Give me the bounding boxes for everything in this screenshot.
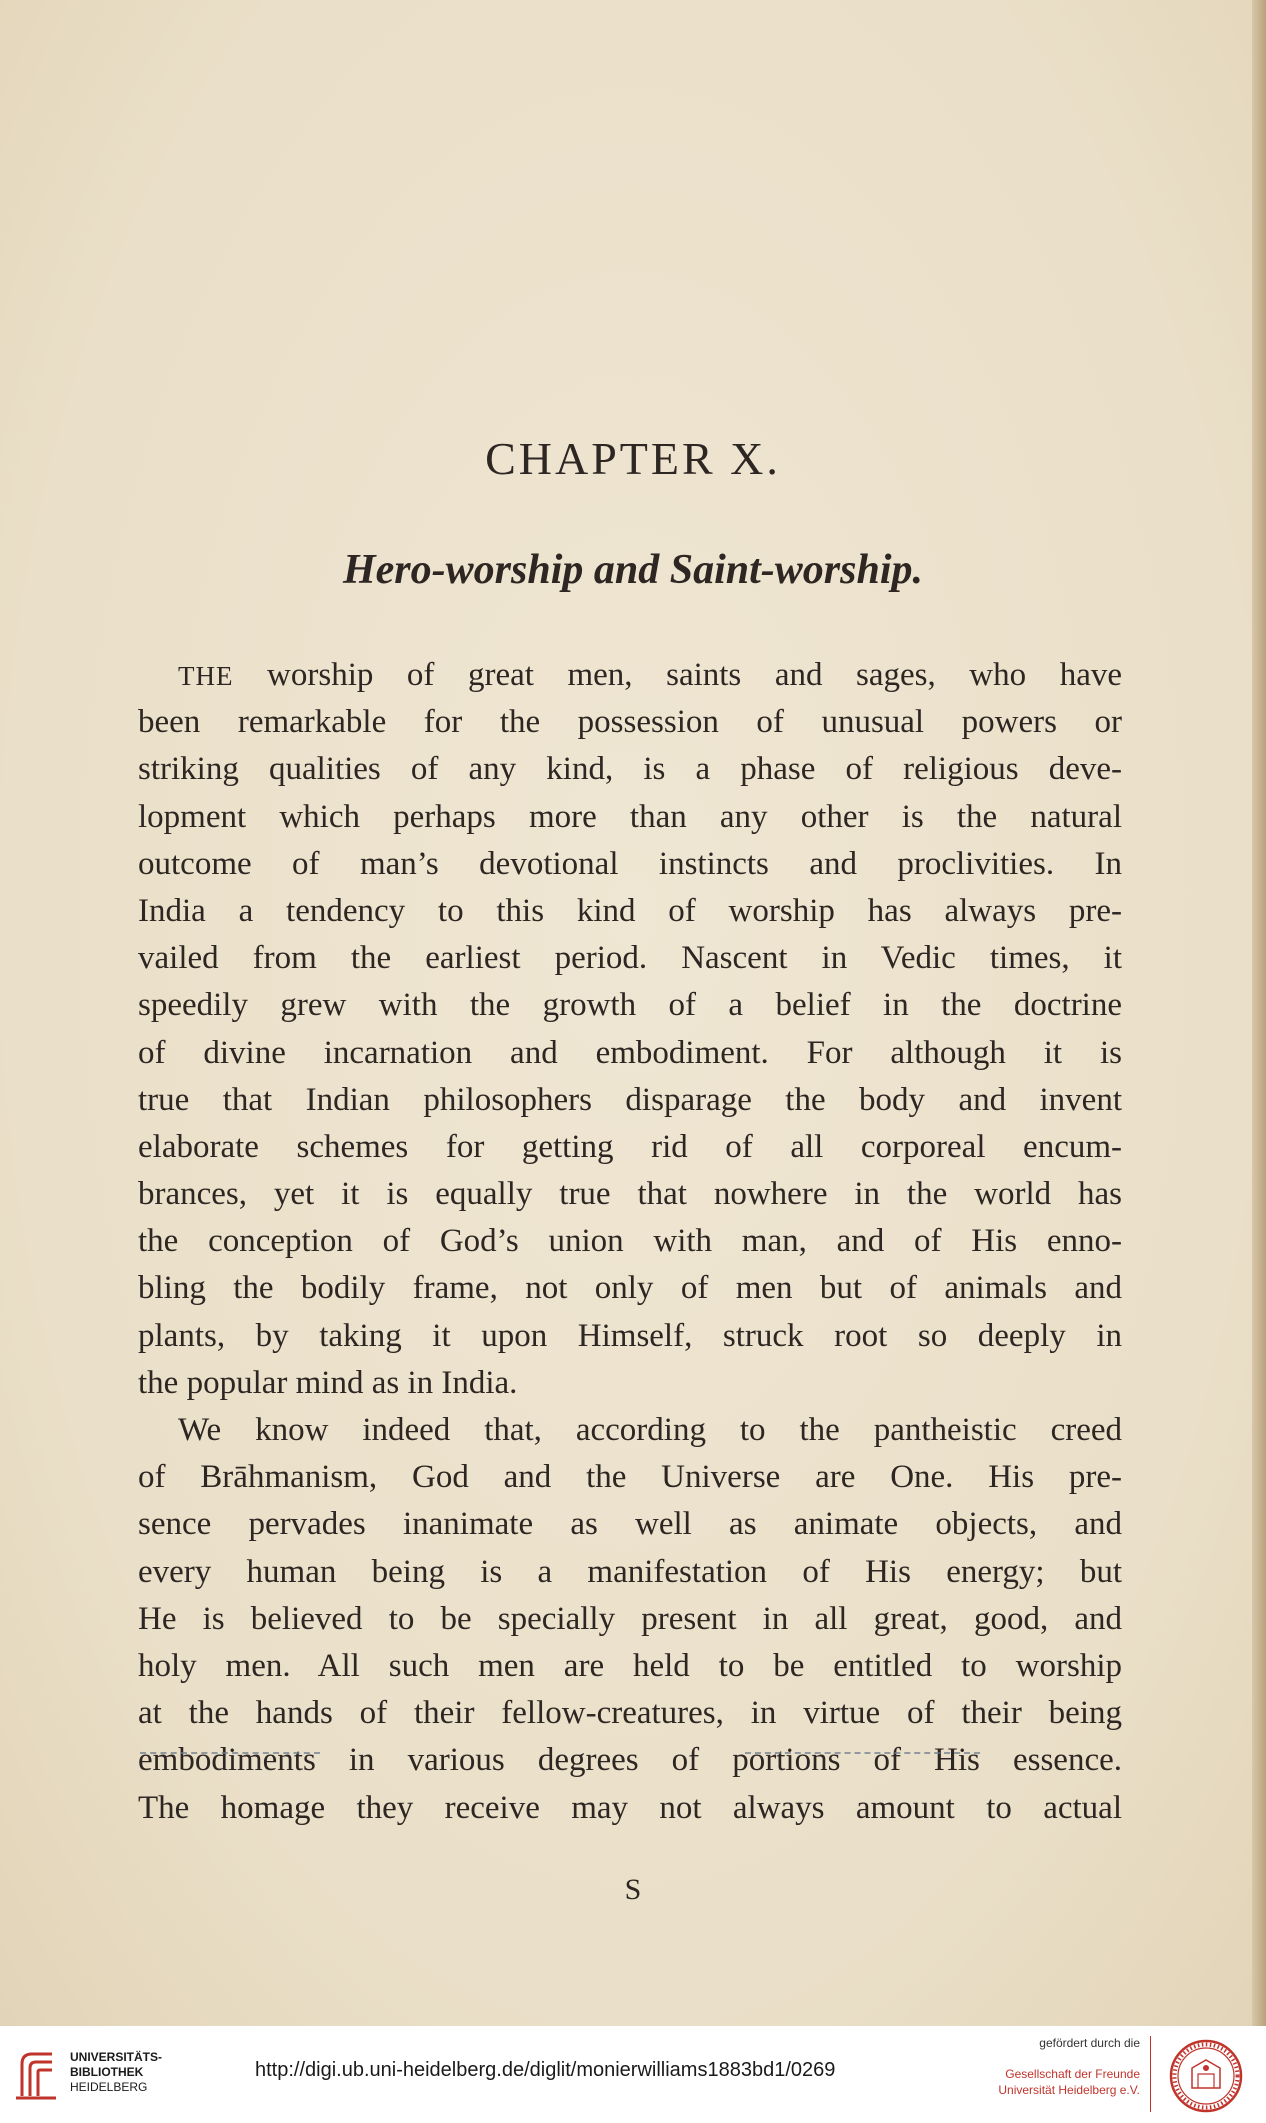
text-line: India a tendency to this kind of worship has always pre- (138, 892, 1122, 929)
text-line: of divine incarnation and embodiment. For although it is (138, 1034, 1122, 1071)
permalink-url[interactable]: http://digi.ub.uni-heidelberg.de/diglit/monierwilliams1883bd1/0269 (255, 2059, 836, 2081)
funder-credit: gefördert durch die Gesellschaft der Freunde Universität Heidelberg e.V. (998, 2036, 1140, 2097)
text-line: the conception of God’s union with man, and of His enno- (138, 1223, 1122, 1260)
text-line: plants, by taking it upon Himself, struck root so deeply in (138, 1317, 1122, 1354)
page-spine-shadow (1252, 0, 1266, 2026)
text-line: striking qualities of any kind, is a phase of religious deve- (138, 751, 1122, 788)
text-line: brances, yet it is equally true that nowhere in the world has (138, 1176, 1122, 1213)
text-line: vailed from the earliest period. Nascent in Vedic times, it (138, 940, 1122, 977)
drop-word: THE (178, 661, 234, 691)
body-text (138, 652, 1122, 1832)
text-line: He is believed to be specially present in all great, good, and (138, 1600, 1122, 1637)
ub-heidelberg-logo-icon (12, 2046, 60, 2104)
text-line: true that Indian philosophers disparage the body and invent (138, 1081, 1122, 1118)
university-seal-icon (1168, 2038, 1244, 2114)
text-line: The homage they receive may not always amount to actual (138, 1789, 1122, 1826)
text-line: holy men. All such men are held to be entitled to worship (138, 1647, 1122, 1684)
chapter-heading: CHAPTER X. (485, 433, 781, 484)
text-line: of Brāhmanism, God and the Universe are One. His pre- (138, 1459, 1122, 1496)
text-line: outcome of man’s devotional instincts and proclivities. In (138, 845, 1122, 882)
text-line: every human being is a manifestation of His energy; but (138, 1553, 1122, 1590)
text-line: speedily grew with the growth of a belief in the doctrine (138, 987, 1122, 1024)
text-line: THE worship of great men, saints and sages, who have (178, 657, 1122, 693)
text-line: at the hands of their fellow-creatures, in virtue of their being (138, 1695, 1122, 1732)
digitization-footer (0, 2026, 1266, 2123)
text-line: lopment which perhaps more than any other is the natural (138, 798, 1122, 835)
text-line: the popular mind as in India. (138, 1364, 518, 1401)
footer-divider (1150, 2036, 1151, 2112)
text-line: We know indeed that, according to the pantheistic creed (178, 1412, 1122, 1448)
signature-mark: S (624, 1873, 642, 1906)
pencil-underline (745, 1752, 980, 1754)
library-name: UNIVERSITÄTS- BIBLIOTHEK HEIDELBERG (70, 2050, 163, 2094)
text-line: embodiments in various degrees of portions of His essence. (138, 1742, 1122, 1779)
text-line: been remarkable for the possession of unusual powers or (138, 704, 1122, 741)
pencil-underline (140, 1752, 320, 1754)
chapter-subtitle: Hero-worship and Saint-worship. (342, 547, 923, 593)
text-line: sence pervades inanimate as well as animate objects, and (138, 1506, 1122, 1543)
text-line: elaborate schemes for getting rid of all corporeal encum- (138, 1128, 1122, 1165)
text-line: bling the bodily frame, not only of men but of animals and (138, 1270, 1122, 1307)
